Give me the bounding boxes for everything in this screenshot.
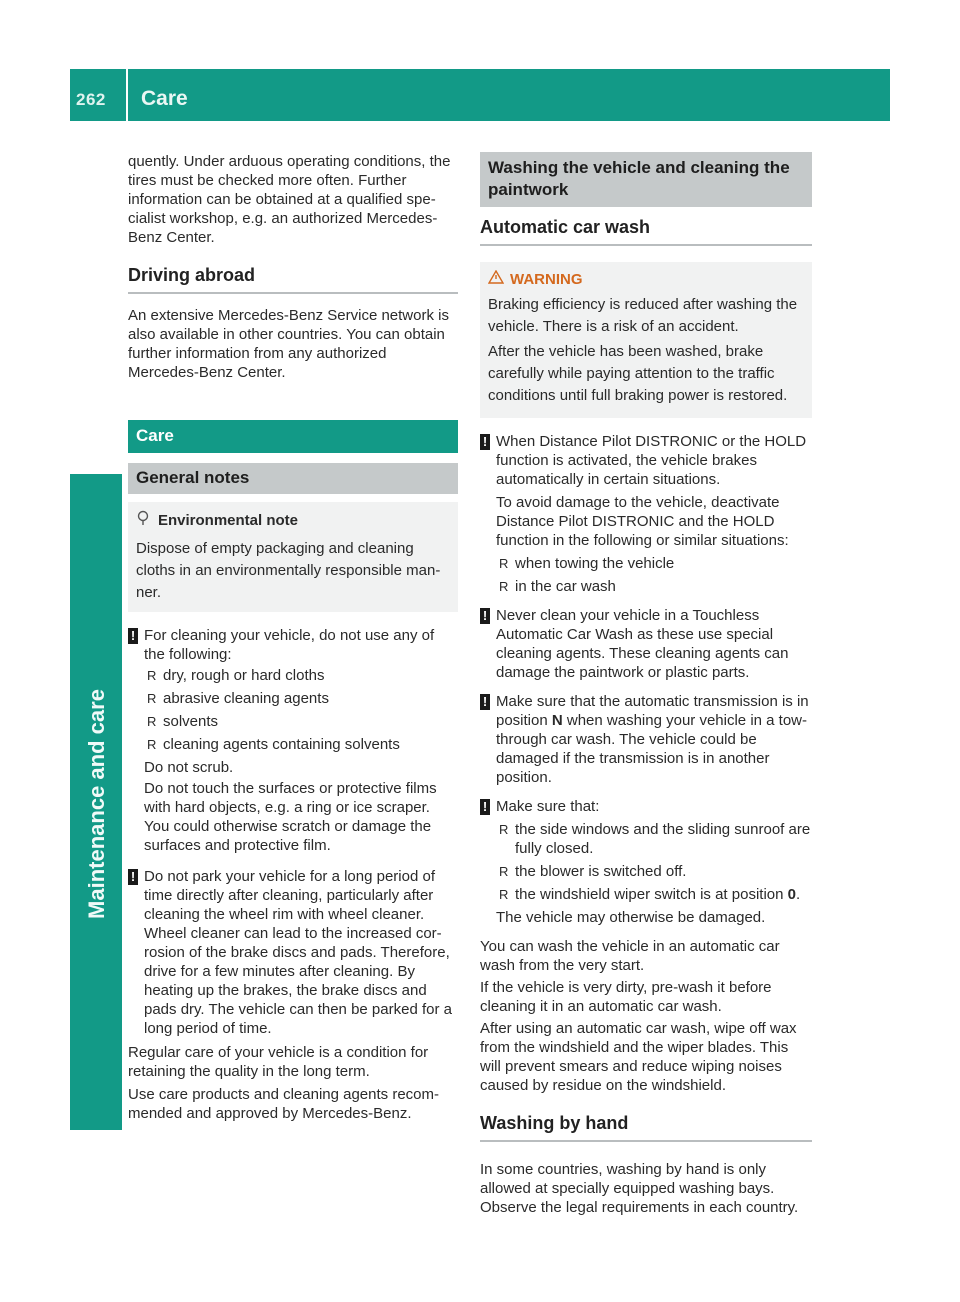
driving-abroad-text: An extensive Mercedes-Benz Service network is also available in other countries. You can obtain further information from any authorized Mercedes-Benz Center. [128,307,449,381]
heading-washing-by-hand: Washing by hand [480,1113,812,1142]
heading-automatic-car-wash: Automatic car wash [480,217,812,246]
list-item: R the blower is switched off. [499,863,687,880]
section-bar-care: Care [128,420,458,453]
notice-distronic: ! When Distance Pilot DISTRONIC or the HOLD function is activated, the vehicle brakes automatically in certain situations. To avoid damage to the vehicle, deactivate Distance Pilot DISTRONIC and the HOLD function in the following or similar situations: R when towing the vehicle R in the car wash [480,432,812,600]
care-paragraph-2: Use care products and cleaning agents recom- mended and approved by Mercedes-Benz. [128,1086,440,1122]
list-item: R cleaning agents containing solvents [147,736,400,753]
environmental-note-text: Dispose of empty packaging and cleaning cloths in an environmentally responsible man- ner. [136,540,441,601]
notice-icon: ! [128,868,144,885]
auto-wash-paragraph-2: If the vehicle is very dirty, pre-wash it before cleaning it in an automatic car wash. [480,979,772,1015]
cleaning-avoid-list [144,666,458,754]
chapter-tab-label: Maintenance and care [84,689,109,919]
notice-transmission: ! Make sure that the automatic transmission is in position N when washing your vehicle in a tow-through car wash. The vehicle could be damaged if the transmission is in another position. [480,692,812,789]
notice-touchless: ! Never clean your vehicle in a Touchless Automatic Car Wash as these use special cleaning agents. These cleaning agents can damage the paintwork or plastic parts. [480,606,812,684]
list-item: R abrasive cleaning agents [147,690,329,707]
notice-make-sure: ! Make sure that: R the side windows and the sliding sunroof are fully closed. R the blower is switched off. R the windshield wiper switch is at position 0. The vehicle may otherwise be damaged. [480,797,812,929]
notice-icon: ! [128,627,144,644]
list-item: R in the car wash [499,578,616,595]
list-item: R the side windows and the sliding sunroof are fully closed. [499,821,811,857]
washing-by-hand-text: In some countries, washing by hand is only allowed at specially equipped washing bays. Observe the legal requirements in each country. [480,1161,799,1216]
make-sure-list [496,820,812,904]
page-title: Care [141,87,188,110]
distronic-list [496,554,812,596]
warning-text-1: Braking efficiency is reduced after washing the vehicle. There is a risk of an accident. [488,296,798,335]
care-paragraph-1: Regular care of your vehicle is a condition for retaining the quality in the long term. [128,1044,429,1080]
auto-wash-paragraph-3: After using an automatic car wash, wipe off wax from the windshield and the wiper blades. This will prevent smears and reduce wiping noises caused by residue on the windshield. [480,1020,797,1094]
position-n: N [551,712,563,729]
subsection-bar-washing: Washing the vehicle and cleaning the paintwork [480,152,812,207]
notice-icon: ! [480,607,496,624]
page-number: 262 [76,90,106,109]
right-column [480,152,812,1217]
environmental-note [128,502,458,612]
warning-label: WARNING [510,270,583,288]
list-item: R solvents [147,713,219,730]
left-column [128,152,458,1123]
list-item: R the windshield wiper switch is at position 0. [499,886,801,903]
intro-paragraph: quently. Under arduous operating conditions, the tires must be checked more often. Further information can be obtained at a qualified spe- cialist workshop, e.g. an authorized Mercedes- Benz Center. [128,153,451,246]
environmental-note-title: Environmental note [158,511,299,529]
subsection-bar-general-notes: General notes [128,463,458,494]
notice-cleaning-agents: ! For cleaning your vehicle, do not use any of the following: R dry, rough or hard cloths R abrasive cleaning agents R solvents R cleaning agents containing solvents Do not scrub. Do not touch the surfaces or protective films with hard objects, e.g. a ring or ice scraper. You could otherwise scratch or damage the surfaces and protective film. [128,626,458,857]
list-item: R when towing the vehicle [499,555,675,572]
list-item: R dry, rough or hard cloths [147,667,325,684]
warning-triangle-icon [488,270,510,288]
warning-box [480,262,812,418]
bulb-icon [136,510,158,530]
header-divider [126,69,128,121]
notice-icon: ! [480,433,496,450]
heading-driving-abroad: Driving abroad [128,265,458,294]
notice-parking: ! Do not park your vehicle for a long period of time directly after cleaning, particularly after cleaning the wheel rim with wheel cleaner. Wheel cleaner can lead to the increased cor- rosion of the brake discs and pads. Therefore, drive for a few minutes after cleaning. By heating up the brakes, the brake discs and pads dry. The vehicle can then be parked for a long period of time. [128,867,458,1040]
warning-text-2: After the vehicle has been washed, brake carefully while paying attention to the traffic conditions until full braking power is restored. [488,343,788,404]
notice-icon: ! [480,798,496,815]
header-bar [70,69,890,121]
auto-wash-paragraph-1: You can wash the vehicle in an automatic car wash from the very start. [480,938,780,974]
notice-icon: ! [480,693,496,710]
